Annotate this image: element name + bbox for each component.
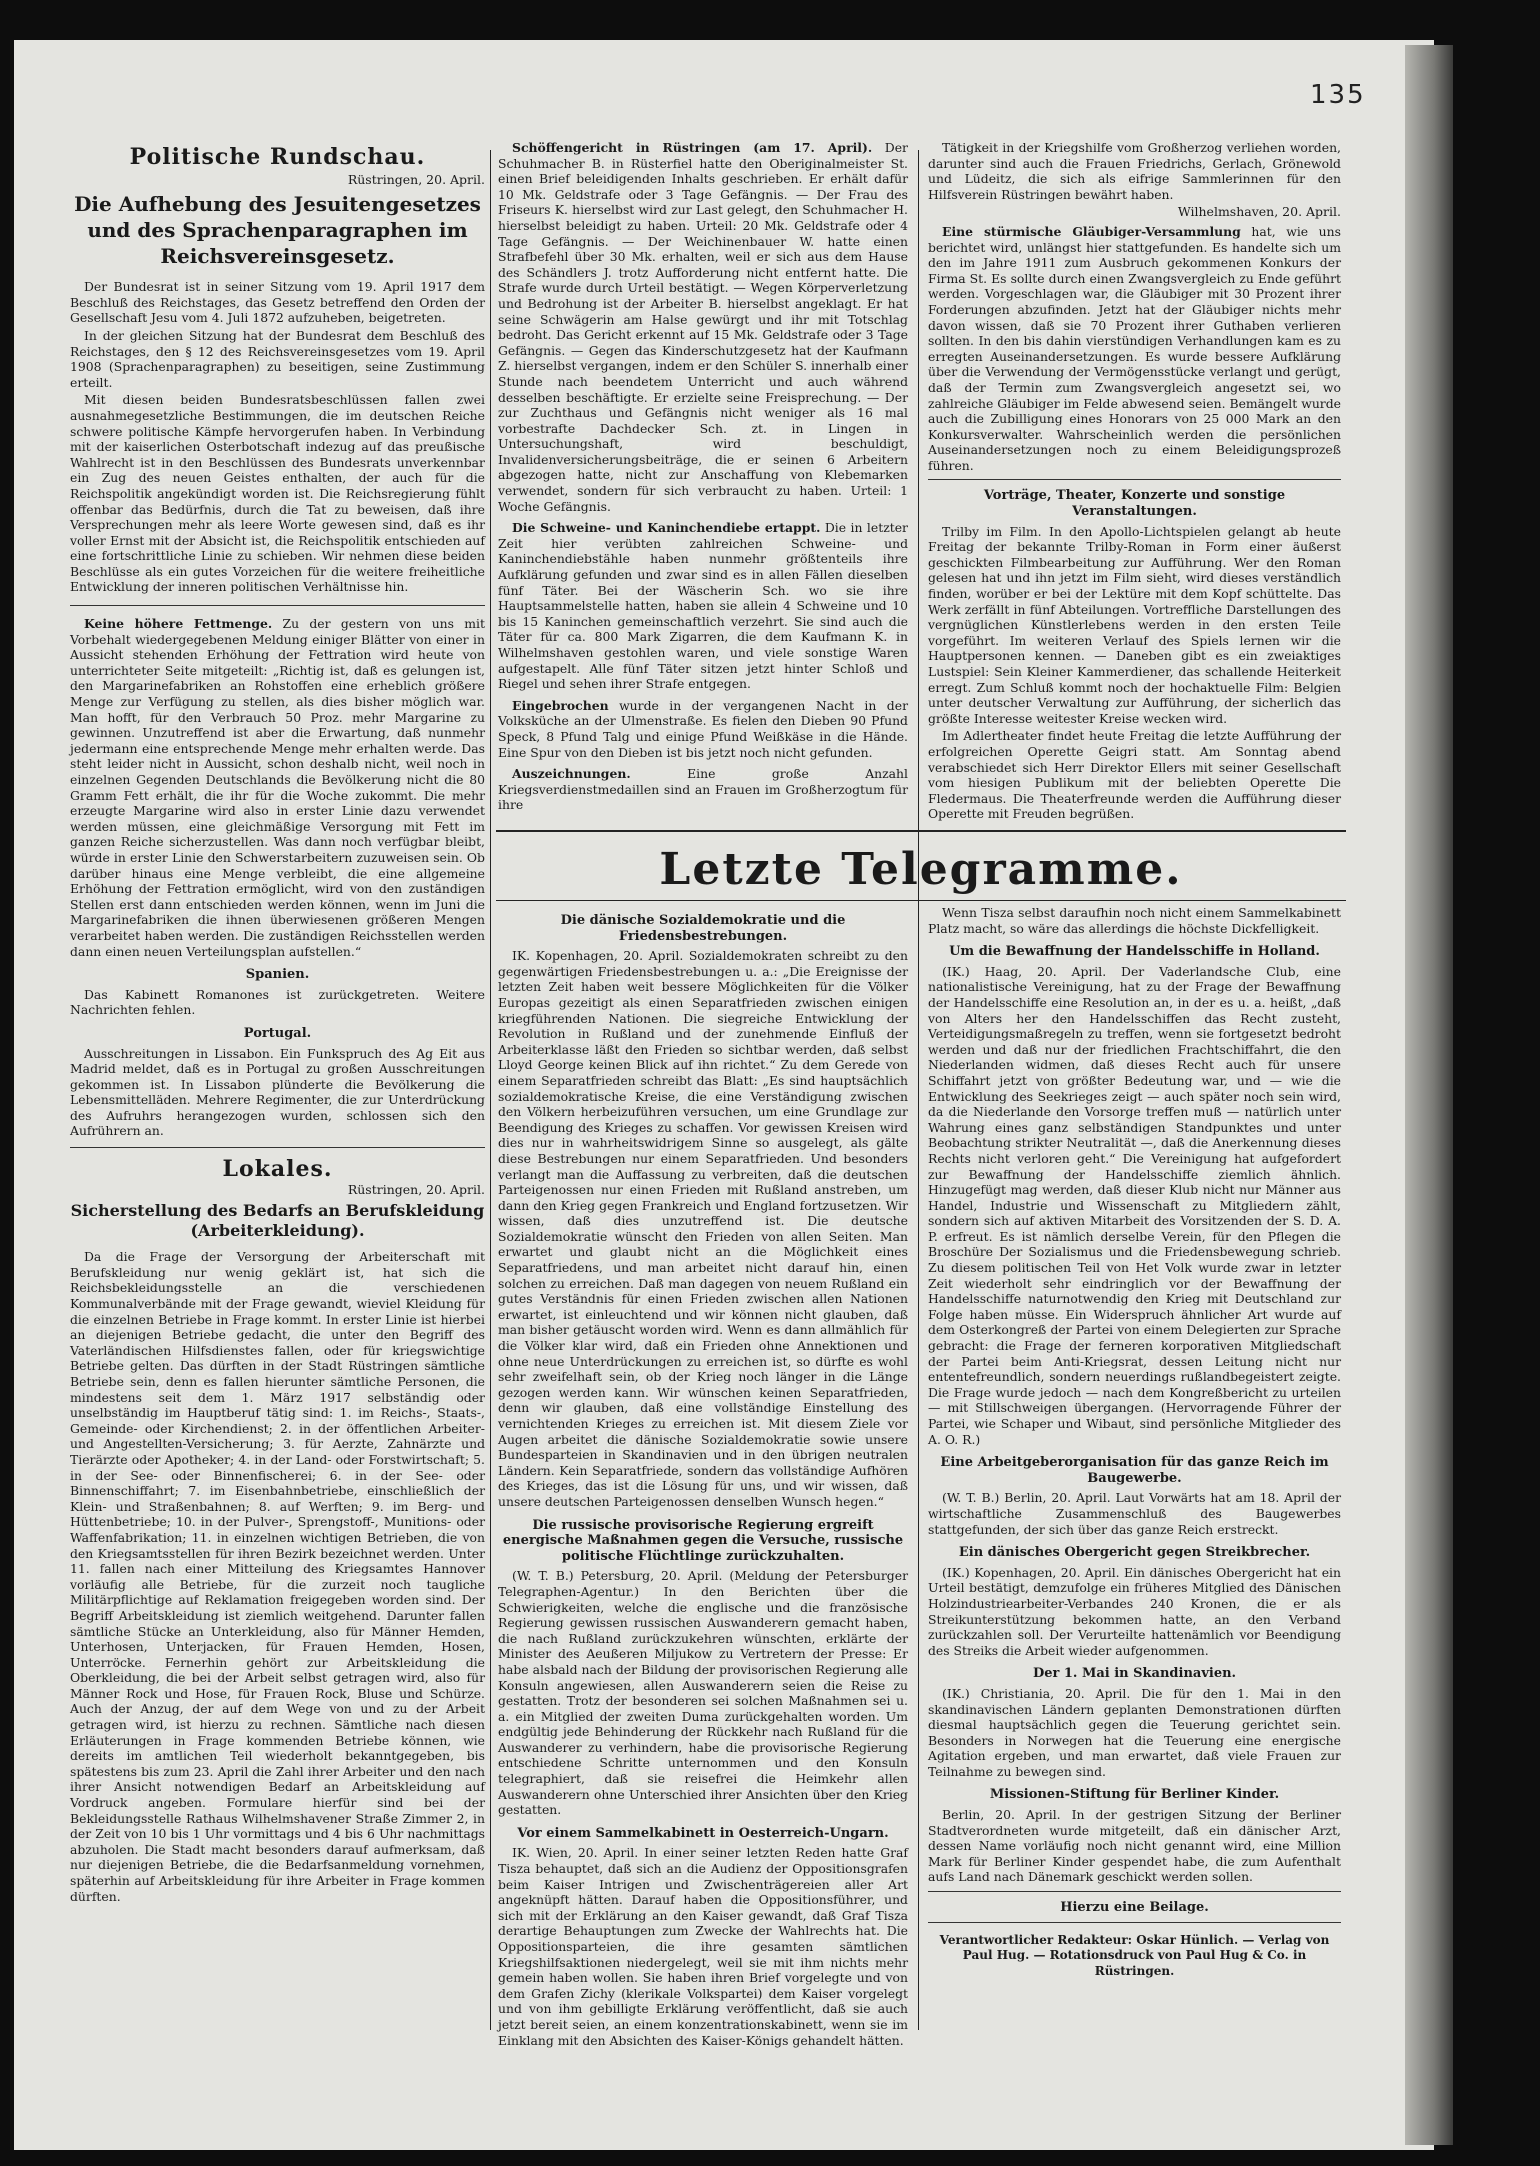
telegram-headline: Ein dänisches Obergericht gegen Streikbrecher. [958,1545,1311,1561]
article-auszeichnungen [498,766,908,813]
article-einbruch [498,698,908,760]
article-fettmenge [70,616,485,959]
divider [928,1891,1341,1892]
column-3 [928,140,1341,824]
article-schweine [498,520,908,692]
divider [928,479,1341,480]
glaeubiger-lead: Eine stürmische Gläubiger-Versammlung [942,223,1241,239]
telegram-paragraph: IK. Kopenhagen, 20. April. Sozialdemokraten schreibt zu den gegenwärtigen Friedensbestrebungen u. a.: „Die Ereignisse der letzten Zeit haben weit bessere Möglichkeiten für die Völker Europas gezeitigt als einen Separatfrieden zwischen einigen kriegführenden Nationen. Die siegreiche Entwicklung der Revolution in Rußland und der zunehmende Einfluß der Arbeiterklasse läßt den Frieden so sichtbar werden, daß selbst Lloyd George keinen Blick auf ihn richtet.“ Zu dem Gerede von einem Separatfrieden schreibt das Blatt: „Es sind hauptsächlich sozialdemokratische Kreise, die eine Verständigung zwischen den Völkern herbeizuführen versuchen, um eine Grundlage zur Beendigung des Krieges zu schaffen. Vor gewissen Kreisen wird dies nur in wahrheitswidrigem Sinne so ausgelegt, als gälte diese Bestrebungen nur einem Separatfrieden. Und besonders verlangt man die Auffassung zu verbreiten, daß die deutschen Parteigenossen nur einen Frieden mit Rußland anstreben, um dann den Krieg gegen Frankreich und England fortzusetzen. Wir wissen, daß dies unzutreffend ist. Die deutsche Sozialdemokratie wünscht den Frieden von allen Seiten. Man erwartet und glaubt nicht an die Möglichkeit eines Separatfriedens, und man arbeitet nicht darauf hin, einen solchen zu erreichen. Daß man dagegen von neuem Rußland ein gutes Verständnis für einen Frieden zwischen allen Nationen erwartet, ist einleuchtend und wir können nicht glauben, daß man bisher getäuscht worden wird. Wenn es dann allmählich für die Völker klar wird, daß ein Frieden ohne Annektionen und ohne neue Unterdrückungen zu erreichen ist, so dürfte es wohl sehr zweifelhaft sein, ob der Krieg noch länger in die Länge gezogen werden kann. Wir wünschen keinen Separatfrieden, denn wir glauben, daß eine vollständige Einstellung des vernichtenden Krieges zu erreichen ist. Mit diesem Ziele vor Augen arbeitet die dänische Sozialdemokratie sowie unsere Bundesparteien in Skandinavien und in den übrigen neutralen Ländern. Kein Separatfriede, sondern das vollständige Aufhören des Krieges, das ist die Lösung für uns, und wir wissen, daß unsere deutschen Parteigenossen denselben Wunsch hegen.“ [498,948,908,1509]
rundschau-heading: Politische Rundschau. [129,144,426,170]
divider [928,1922,1341,1923]
schweine-text: Die in letzter Zeit hier verübten zahlreichen Schweine- und Kaninchendiebstähle haben nunmehr größtenteils ihre Aufklärung gefunden und zwar sind es in allen Fällen dieselben fünf Täter. Bei der Wäscherin Sch. wo sie ihre Hauptsammelstelle hatten, haben sie allein 4 Schweine und 10 bis 15 Kaninchen gemeinschaftlich verzehrt. Sie sind auch die Täter für ca. 800 Mark Zigarren, die dem Kaufmann K. in Wilhelmshaven gestohlen waren, und viele sonstige Waren aufgestapelt. Alle fünf Täter sitzen jetzt hinter Schloß und Riegel und sehen ihrer Strafe entgegen. [498,520,908,692]
auszeichnungen-lead: Auszeichnungen. [512,766,631,782]
lokales-heading: Lokales. [222,1156,333,1183]
telegram-paragraph: (IK.) Kopenhagen, 20. April. Ein dänisches Obergericht hat ein Urteil bestätigt, demzufolge ein früheres Mitglied des Dänischen Holzindustriearbeiter-Verbandes 240 Kronen, die er als Streikunterstützung bekommen hatte, an den Verband zurückzahlen soll. Der Verurteilte hattenämlich vor Beendigung des Streiks die Arbeit wieder aufgenommen. [928,1564,1341,1658]
headline-jesuitengesetz: Die Aufhebung des Jesuitengesetzes und des Sprachenparagraphen im Reichsvereinsgesetz. [74,192,481,269]
article-trilby: Trilby im Film. In den Apollo-Lichtspielen gelangt ab heute Freitag der bekannte Trilby-Roman in Form einer äußerst geschickten Filmbearbeitung zur Aufführung. Wer den Roman gelesen hat und ihn jetzt im Film sieht, wird dieses verständlich finden, worüber er bei der Lektüre mit dem Kopf schüttelte. Das Werk zerfällt in fünf Abteilungen. Vortreffliche Darstellungen des vergnüglichen Künstlerlebens werden in den ersten Teile vorgeführt. Im weiteren Verlauf des Spiels lernen wir die Hauptpersonen kennen. — Daneben gibt es ein zweiaktiges Lustspiel: Sein Kleiner Kammerdiener, das schallende Heiterkeit erregt. Zum Schluß kommt noch der hochaktuelle Film: Belgien unter deutscher Verwaltung zur Aufführung, der sicherlich das größte Interesse weitester Kreise wecken wird. [928,523,1341,726]
article-continuation: Tätigkeit in der Kriegshilfe vom Großherzog verliehen worden, darunter sind auch die Frauen Friedrichs, Gerlach, Grönewold und Lüdeitz, die sich als eifrige Sammlerinnen für den Hilfsverein Rüstringen bewährt haben. [928,140,1341,202]
article-glaeubiger [928,224,1341,474]
telegram-headline: Der 1. Mai in Skandinavien. [1032,1666,1237,1682]
telegram-paragraph: IK. Wien, 20. April. In einer seiner letzten Reden hatte Graf Tisza behauptet, daß sich an die Audienz der Oppositionsgrafen beim Kaiser Intrigen und Zwischenträgereien aller Art angeknüpft hätten. Darauf haben die Oppositionsführer, und sich mit der Erklärung an den Kaiser gewandt, daß Graf Tisza derartige Behauptungen zum Zwecke der Wahlrechts hat. Die Oppositionsparteien, die ihre gesamten sämtlichen Kriegshilfsaktionen niedergelegt, weil sie mit ihm nichts mehr gemein haben wollen. Sie haben ihren Brief vorgelegte und von dem Grafen Zichy (klerikale Volkspartei) dem Kaiser vorgelegt und von ihm gebilligte Erklärung veröffentlicht, daß sie auch jetzt bereit seien, an einem konzentrationskabinett, wenn sie im Einklang mit den Absichten des Kaiser-Königs gehandelt hätten. [498,1845,908,2048]
section-rule [496,900,1346,901]
telegram-paragraph: Berlin, 20. April. In der gestrigen Sitzung der Berliner Stadtverordneten wurde mitgeteilt, daß ein dänischer Arzt, dessen Name vorläufig noch nicht genannt wird, eine Million Mark für Berliner Kinder gespendet habe, die zum Aufenthalt aufs Land nach Dänemark geschickt werden sollen. [928,1807,1341,1885]
portugal-heading: Portugal. [243,1025,312,1041]
section-rule [496,830,1346,832]
telegram-headline: Eine Arbeitgeberorganisation für das ganze Reich im Baugewerbe. [940,1455,1329,1486]
article-adlertheater: Im Adlertheater findet heute Freitag die letzte Aufführung der erfolgreichen Operette Geigri statt. Am Sonntag abend verabschiedet sich Herr Direktor Ellers mit seiner Gesellschaft vom hiesigen Publikum mit der beliebten Operette Die Fledermaus. Die Theaterfreunde werden die Aufführung dieser Operette mit Freuden begrüßen. [928,728,1341,822]
einbruch-lead: Eingebrochen [512,697,609,713]
telegram-headline: Die russische provisorische Regierung ergreift energische Maßnahmen gegen die Versuche, russische politische Flüchtlinge zurückzuhalten. [502,1517,904,1564]
schoeffengericht-text: Der Schuhmacher B. in Rüsterfiel hatte den Oberiginalmeister St. einen Brief beleidigenden Inhalts geschrieben. Er erhält dafür 10 Mk. Geldstrafe oder 3 Tage Gefängnis. — Der Frau des Friseurs K. hierselbst wird zur Last gelegt, den Schuhmacher H. hierselbst beleidigt zu haben. Urteil: 20 Mk. Geldstrafe oder 4 Tage Gefängnis. — Der Weichinenbauer W. hatte einen Strafbefehl über 30 Mk. erhalten, weil er sich aus dem Hause des Schändlers J. trotz Aufforderung nicht entfernt hatte. Die Strafe wurde durch Urteil bestätigt. — Wegen Körperverletzung und Bedrohung ist der Arbeiter B. hierselbst angeklagt. Er hat seine Schwägerin am Halse gewürgt und ihr mit Totschlag bedroht. Das Gericht erkennt auf 15 Mk. Geldstrafe oder 3 Tage Gefängnis. — Gegen das Kinderschutzgesetz hat der Kaufmann Z. hierselbst vergangen, indem er den Schüler S. innerhalb einer Stunde nach beendetem Unterricht und auch während desselben beschäftigte. Er erzielte seine Freisprechung. — Der zur Zuchthaus und Gefängnis nicht weniger als 16 mal vorbestrafte Dachdecker Sch. zt. in Lingen in Untersuchungshaft, wird beschuldigt, Invalidenversicherungsbeiträge, die er seinen 6 Arbeitern abgezogen hatte, nicht zur Anschaffung von Klebemarken verwendet, sondern für sich verbraucht zu haben. Urteil: 1 Woche Gefängnis. [498,140,908,514]
telegram-headline: Die dänische Sozialdemokratie und die Friedensbestrebungen. [560,913,846,944]
column-2 [498,140,908,815]
column-1 [70,140,485,1906]
spanien-heading: Spanien. [245,967,310,983]
glaeubiger-text: hat, wie uns berichtet wird, unlängst hier stattgefunden. Es handelte sich um den im Jahre 1911 zum Ausbruch gekommenen Konkurs der Firma St. Es sollte durch einen Zwangsvergleich zu Ende geführt werden. Vorgeschlagen war, die Gläubiger mit 30 Prozent ihrer Forderungen abzufinden. Jetzt hat der Gläubiger nichts mehr davon wissen, daß sie 70 Prozent ihrer Guthaben verlieren sollten. In den bis dahin vierstündigen Verhandlungen kam es zu erregten Auseinandersetzungen. Es wurde bessere Aufklärung über die Verwendung der Vermögensstücke verlangt und gerügt, daß der Termin zum Zwangsvergleich angesetzt sei, wo zahlreiche Gläubiger im Felde abwesend seien. Bemängelt wurde auch die Zubilligung eines Honorars von 25 000 Mark an den Konkursverwalter. Wahrscheinlich werden die persönlichen Auseinandersetzungen noch zu einem Beleidigungsprozeß führen. [928,223,1341,473]
telegram-headline: Missionen-Stiftung für Berliner Kinder. [989,1787,1280,1803]
divider [70,1147,485,1148]
wilhelmshaven-dateline: Wilhelmshaven, 20. April. [1177,204,1341,220]
telegram-paragraph: (W. T. B.) Petersburg, 20. April. (Meldung der Petersburger Telegraphen-Agentur.) In den Berichten über die Schwierigkeiten, welche die englische und die französische Regierung gewissen russischen Auswanderern gemacht haben, die nach Rußland zurückzukehren wünschten, erklärte der Minister des Aeußeren Miljukow zu Vertretern der Presse: Er habe alsbald nach der Bildung der provisorischen Regierung alle Konsuln angewiesen, allen Auswanderern seien die Reise zu gestatten. Trotz der besonderen sei solchen Maßnahmen sei u. a. ein Mitglied der zweiten Duma zurückgehalten worden. Um endgültig jede Behinderung der Rückkehr nach Rußland für die Auswanderer zu verhindern, habe die provisorische Regierung entschiedene Schritte unternommen und den Konsuln telegraphiert, daß sie reisefrei die Heimkehr allen Auswanderern ohne Unterschied ihrer Ansichten über den Krieg gestatten. [498,1568,908,1818]
telegramme-column-a [498,905,908,2050]
imprint: Verantwortlicher Redakteur: Oskar Hünlich. — Verlag von Paul Hug. — Rotationsdruck von Paul Hug & Co. in Rüstringen. [939,1932,1330,1978]
lokales-dateline: Rüstringen, 20. April. [347,1181,485,1197]
auszeichnungen-text: Eine große Anzahl Kriegsverdienstmedaillen sind an Frauen im Großherzogtum für ihre [498,766,908,813]
page-number: 135 [1310,80,1366,110]
telegram-headline: Vor einem Sammelkabinett in Oesterreich-Ungarn. [517,1825,889,1841]
telegram-paragraph: (IK.) Christiania, 20. April. Die für den 1. Mai in den skandinavischen Ländern geplanten Demonstrationen dürften diesmal hauptsächlich gegen die Teuerung gerichtet sein. Besonders in Norwegen hat die Teuerung eine energische Agitation ergeben, und man erwartet, daß viele Frauen zur Teilnahme zu bewegen sind. [928,1685,1341,1779]
spanien-text: Das Kabinett Romanones ist zurückgetreten. Weitere Nachrichten fehlen. [70,986,485,1018]
telegram-headline: Um die Bewaffnung der Handelsschiffe in Holland. [949,944,1320,960]
divider [70,605,485,606]
headline-berufskleidung: Sicherstellung des Bedarfs an Berufskleidung (Arbeiterkleidung). [70,1201,485,1241]
telegram-paragraph: Wenn Tisza selbst daraufhin noch nicht einem Sammelkabinett Platz macht, so wäre das allerdings die höchste Dickfelligkeit. [928,905,1341,936]
article-paragraph: Mit diesen beiden Bundesratsbeschlüssen fallen zwei ausnahmegesetzliche Bestimmungen, die im deutschen Reiche schwere politische Kämpfe hervorgerufen haben. In Verbindung mit der kaiserlichen Osterbotschaft indezug auf das preußische Wahlrecht ist in den Beschlüssen des Bundesrats unverkennbar ein Zug des neuen Geistes enthalten, der auch für die Reichspolitik angekündigt worden ist. Die Reichsregierung fühlt offenbar das Bedürfnis, durch die Tat zu beweisen, daß ihre Versprechungen mehr als leere Worte gewesen sind, daß es ihr voller Ernst mit der Absicht ist, die Reichspolitik entschieden auf eine fortschrittliche Linie zu schieben. Wir nehmen diese beiden Beschlüsse als ein gutes Vorzeichen für die weitere freiheitliche Entwicklung der inneren politischen Verhältnisse hin. [70,392,485,595]
telegram-paragraph: (W. T. B.) Berlin, 20. April. Laut Vorwärts hat am 18. April der wirtschaftliche Zusammenschluß des Baugewerbes stattgefunden, der sich über das ganze Reich erstreckt. [928,1490,1341,1537]
telegram-paragraph: (IK.) Haag, 20. April. Der Vaderlandsche Club, eine nationalistische Vereinigung, hat zu der Frage der Bewaffnung der Handelsschiffe eine Resolution an, in der es u. a. heißt, „daß von Alters her den Handelsschiffen das Recht zusteht, Verteidigungsmaßregeln zu treffen, wenn sie fortgesetzt bedroht werden und daß nur der friedlichen Frachtschiffahrt, die den Niederlanden widmen, daß dieses Recht auch für unsere Schiffahrt jetzt von größter Bedeutung war, und — wie die Entwicklung des Seekrieges zeigt — auch später noch sein wird, da die Niederlande den Vorsorge treffen muß — natürlich unter Wahrung eines ganz selbständigen Standpunktes und unter Beobachtung strikter Neutralität —, daß die Anerkennung dieses Rechts nicht verloren geht.“ Die Vereinigung hat aufgefordert zur Bewaffnung der Handelsschiffe ziemlich ähnlich. Hinzugefügt mag werden, daß dieser Klub nicht nur Männer aus Handel, Industrie und Wissenschaft zu Mitgliedern zählt, sondern sich auf aktiven Mitarbeit des Vorsitzenden der S. D. A. P. erfreut. Es ist nämlich derselbe Verein, für den Pflegen die Broschüre Der Sozialismus und die Friedensbewegung schrieb. Zu diesem politischen Teil von Het Volk wurde zwar in letzter Zeit wiederholt sehr eindringlich vor der Bewaffnung der Handelsschiffe naturnotwendig den Krieg mit Deutschland zur Folge haben müsse. Ein Widerspruch ähnlicher Art wurde auf dem Osterkongreß der Partei von einem Delegierten zur Sprache gebracht: die Frage der ferneren korporativen Mitgliedschaft der Partei beim Anti-Kriegsrat, dessen Leitung nicht nur ententefreundlich, sondern neuerdings rußlandbegeistert zeigte. Die Frage wurde jedoch — nach dem Kongreßbericht zu urteilen — mit Stillschweigen übergangen. (Hervorragende Führer der Partei, wie Schaper und Wibaut, sind persönliche Mitglieder des A. O. R.) [928,963,1341,1447]
article-paragraph: Da die Frage der Versorgung der Arbeiterschaft mit Berufskleidung nur wenig geklärt ist, hat sich die Reichsbekleidungsstelle an die verschiedenen Kommunalverbände mit der Frage gewandt, wieviel Kleidung für die einzelnen Betriebe in Frage kommt. In erster Linie ist hierbei an diejenigen Betriebe gedacht, die unter den Begriff des Vaterländischen Hilfsdienstes fallen, oder für kriegswichtige Betriebe gelten. Das dürften in der Stadt Rüstringen sämtliche Betriebe sein, denn es fallen hierunter sämtliche Personen, die mindestens seit dem 1. März 1917 selbständig oder unselbständig im Hauptberuf tätig sind: 1. im Reichs-, Staats-, Gemeinde- oder Kirchendienst; 2. in der öffentlichen Arbeiter- und Angestellten-Versicherung; 3. für Aerzte, Zahnärzte und Tierärzte oder Apotheker; 4. in der Land- oder Forstwirtschaft; 5. in der See- oder Binnenfischerei; 6. in der See- oder Binnenschiffahrt; 7. im Eisenbahnbetriebe, einschließlich der Klein- und Straßenbahnen; 8. auf Werften; 9. im Berg- und Hüttenbetriebe; 10. in der Pulver-, Sprengstoff-, Munitions- oder Waffenfabrikation; 11. in einzelnen wichtigen Betrieben, die von den Kriegsamtsstellen für ihren Bezirk bezeichnet werden. Unter 11. fallen nach einer Mitteilung des Kriegsamtes Hannover vorläufig alle Betriebe, für die zurzeit noch taugliche Militärpflichtige auf Reklamation freigegeben worden sind. Der Begriff Arbeitskleidung ist ziemlich weitgehend. Darunter fallen sämtliche Stücke an Unterkleidung, also für Männer Hemden, Unterhosen, Unterjacken, für Frauen Hemden, Hosen, Unterröcke. Fernerhin gehört zur Arbeitskleidung die Oberkleidung, die bei der Arbeit selbst getragen wird, also für Männer Rock und Hose, für Frauen Rock, Bluse und Schürze. Auch der Anzug, der auf dem Wege von und zu der Arbeit getragen wird, ist hierzu zu rechnen. Sämtliche nach diesen Erläuterungen in Frage kommenden Betriebe können, wie dereits im amtlichen Teil wiederholt bekanntgegeben, bis spätestens bis zum 23. April die Zahl ihrer Arbeiter und den nach ihrer Ansicht notwendigen Bedarf an Arbeitskleidung auf Vordruck angeben. Formulare hierfür sind bei der Bekleidungsstelle Rathaus Wilhelmshavener Straße Zimmer 2, in der Zeit von 10 bis 1 Uhr vormittags und 4 bis 6 Uhr nachmittags abzuholen. Die Stadt macht besonders darauf aufmerksam, daß nur diejenigen Betriebe, die die Bedarfsanmeldung vornehmen, späterhin auf Arbeitskleidung für ihre Arbeiter in Frage kommen dürften. [70,1249,485,1904]
schoeffengericht-lead: Schöffengericht in Rüstringen (am 17. April). [512,140,873,155]
column-rule [490,150,491,2030]
schweine-lead: Die Schweine- und Kaninchendiebe ertappt. [512,520,821,536]
article-paragraph: Der Bundesrat ist in seiner Sitzung vom 19. April 1917 dem Beschluß des Reichstages, das Gesetz betreffend den Orden der Gesellschaft Jesu vom 4. Juli 1872 aufzuheben, beigetreten. [70,279,485,326]
beilage-note: Hierzu eine Beilage. [1060,1900,1209,1916]
article-paragraph: In der gleichen Sitzung hat der Bundesrat dem Beschluß des Reichstages, den § 12 des Reichsvereinsgesetzes vom 19. April 1908 (Sprachenparagraphen) zu beseitigen, seine Zustimmung erteilt. [70,327,485,390]
vortraege-heading: Vorträge, Theater, Konzerte und sonstige Veranstaltungen. [983,488,1286,520]
column-rule [918,150,919,2030]
book-spine [1405,45,1453,2145]
telegramme-heading: Letzte Telegramme. [659,844,1183,895]
article-schoeffengericht [498,140,908,514]
telegramme-column-b [928,905,1341,1979]
portugal-text: Ausschreitungen in Lissabon. Ein Funkspruch des Ag Eit aus Madrid meldet, daß es in Portugal zu großen Ausschreitungen gekommen ist. In Lissabon plünderte die Bevölkerung die Lebensmittelläden. Mehrere Regimenter, die zur Unterdrückung des Aufruhrs herangezogen wurden, schlossen sich den Aufrührern an. [70,1045,485,1139]
fettmenge-lead: Keine höhere Fettmenge. [84,616,273,632]
dateline: Rüstringen, 20. April. [347,171,485,187]
fettmenge-text: Zu der gestern von uns mit Vorbehalt wiedergegebenen Meldung einiger Blätter von einer in Aussicht stehenden Erhöhung der Fettration wird heute von unterrichteter Seite mitgeteilt: „Richtig ist, daß es gelungen ist, den Margarinefabriken an Rohstoffen eine erheblich größere Menge zur Verfügung zu stellen, als dies bisher möglich war. Man hofft, für den Verbrauch 50 Proz. mehr Margarine zu gewinnen. Unzutreffend ist aber die Erwartung, daß nunmehr jedermann eine entsprechende Menge mehr erhalten werde. Das steht leider nicht in Aussicht, schon deshalb nicht, weil noch in einzelnen Gegenden Deutschlands die Bevölkerung nicht die 80 Gramm Fett erhält, die ihr für die Woche zukommt. Die mehr erzeugte Margarine wird also in erster Linie dazu verwendet werden müssen, eine gleichmäßige Versorgung mit Fett im ganzen Reiche sicherzustellen. Was dann noch verfügbar bleibt, würde in erster Linie den Schwerstarbeitern zuzuweisen sein. Ob darüber hinaus eine Menge verbleibt, die eine allgemeine Erhöhung der Fettration ermöglicht, wird von den zuständigen Stellen erst dann entschieden werden können, wenn im Juni die Margarinefabriken die ihnen überwiesenen größeren Mengen verarbeitet haben werden. Die zuständigen Reichsstellen werden dann einen neuen Verteilungsplan aufstellen.“ [70,616,485,959]
einbruch-text: wurde in der vergangenen Nacht in der Volksküche an der Ulmenstraße. Es fielen den Dieben 90 Pfund Speck, 8 Pfund Talg und einige Pfund Weißkäse in die Hände. Eine Spur von den Dieben ist bis jetzt noch nicht gefunden. [498,697,908,760]
